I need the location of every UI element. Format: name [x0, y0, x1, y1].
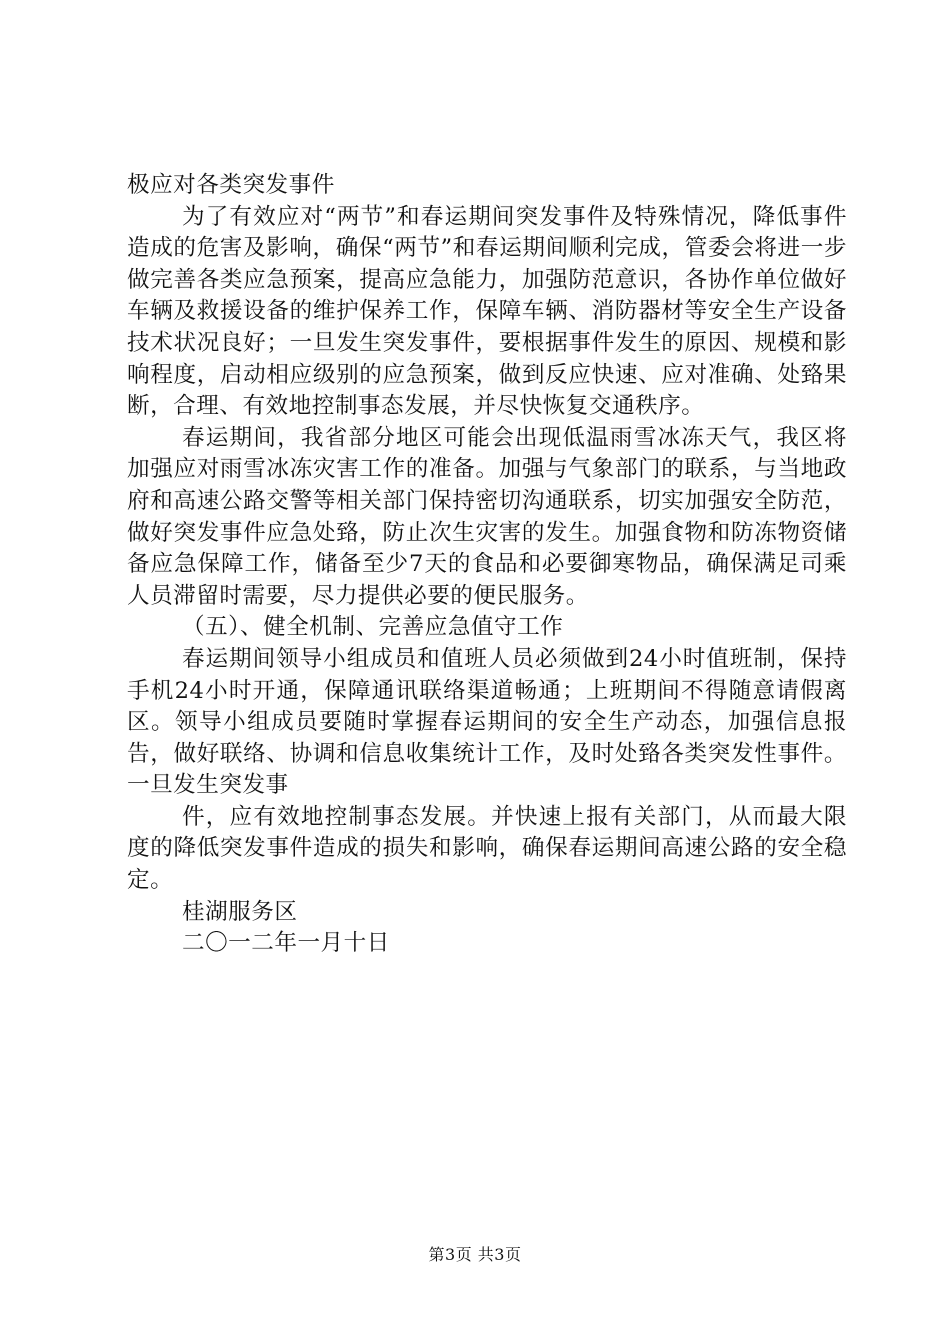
paragraph-duty-system: 春运期间领导小组成员和值班人员必须做到24小时值班制，保持手机24小时开通，保障通讯联络渠道畅通；上班期间不得随意请假离区。领导小组成员要随时掌握春运期间的安全生产动态，加强信息报告，做好联络、协调和信息收集统计工作，及时处臵各类突发性事件。一旦发生突发事 [127, 645, 847, 799]
signature-date: 二〇一二年一月十日 [182, 930, 390, 957]
page-number-footer: 第3页 共3页 [428, 1245, 522, 1264]
signature-organization: 桂湖服务区 [182, 898, 298, 925]
document-body [127, 170, 847, 960]
paragraph-emergency-plan: 为了有效应对“两节”和春运期间突发事件及特殊情况，降低事件造成的危害及影响，确保“两节”和春运期间顺利完成，管委会将进一步做完善各类应急预案，提高应急能力，加强防范意识，各协作单位做好车辆及救援设备的维护保养工作，保障车辆、消防器材等安全生产设备技术状况良好；一旦发生突发事件，要根据事件发生的原因、规模和影响程度，启动相应级别的应急预案，做到反应快速、应对准确、处臵果断，合理、有效地控制事态发展，并尽快恢复交通秩序。 [127, 203, 847, 420]
paragraph-snow-ice: 春运期间，我省部分地区可能会出现低温雨雪冰冻天气，我区将加强应对雨雪冰冻灾害工作的准备。加强与气象部门的联系，与当地政府和高速公路交警等相关部门保持密切沟通联系，切实加强安全防范，做好突发事件应急处臵，防止次生灾害的发生。加强食物和防冻物资储备应急保障工作，储备至少7天的食品和必要御寒物品，确保满足司乘人员滞留时需要，尽力提供必要的便民服务。 [127, 424, 847, 609]
section-heading-five: （五）、健全机制、完善应急值守工作 [182, 614, 564, 641]
paragraph-control-report: 件，应有效地控制事态发展。并快速上报有关部门，从而最大限度的降低突发事件造成的损失和影响，确保春运期间高速公路的安全稳定。 [127, 803, 847, 894]
paragraph-continuation: 极应对各类突发事件 [127, 172, 335, 198]
